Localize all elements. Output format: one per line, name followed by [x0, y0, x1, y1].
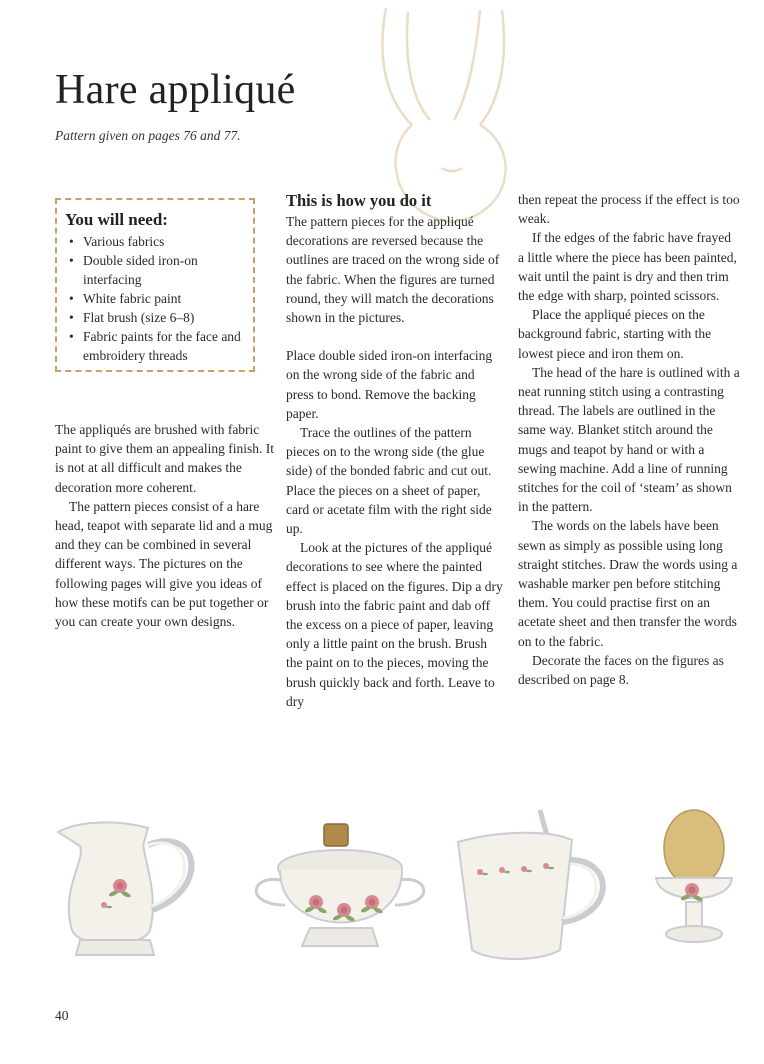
instruction-paragraph: Look at the pictures of the appliqué decorations to see where the painted effect is placed on the figures. Dip a dry brush into the fabric paint and dab off the excess on a piece of paper, leaving only a little paint on the brush. Brush the paint on to the pieces, moving the brush quickly back and forth. Leave to dry: [286, 540, 503, 709]
instruction-paragraph: The head of the hare is outlined with a neat running stitch using a contrasting thread. The labels are outlined in the same way. Blanket stitch around the mugs and teapot by hand or with a sewing machine. Add a line of running stitches for the coil of ‘steam’ as shown in the pattern.: [518, 364, 740, 515]
materials-item: • Fabric paints for the face and embroidery threads: [65, 327, 247, 365]
intro-column: [55, 420, 277, 631]
egg-cup-icon: [656, 810, 732, 942]
materials-box: [55, 198, 255, 372]
page-title: Hare appliqué: [55, 67, 296, 113]
china-illustration: [40, 790, 740, 980]
pattern-reference: Pattern given on pages 76 and 77.: [55, 128, 241, 143]
jug-icon: [58, 822, 191, 955]
materials-item: • Double sided iron-on interfacing: [65, 251, 247, 289]
mug-icon: [458, 810, 603, 959]
materials-list: [65, 232, 247, 365]
intro-paragraph: The appliqués are brushed with fabric paint to give them an appealing finish. It is not at all difficult and makes the decoration more coherent.: [55, 422, 274, 495]
materials-item: • Flat brush (size 6–8): [65, 308, 247, 327]
instruction-paragraph: Place the appliqué pieces on the background fabric, starting with the lowest piece and iron them on.: [518, 307, 712, 361]
instruction-paragraph: Trace the outlines of the pattern pieces on to the wrong side (the glue side) of the bonded fabric and cut out. Place the pieces on a sheet of paper, card or acetate film with the right side up.: [286, 425, 492, 537]
sugar-bowl-icon: [256, 824, 424, 946]
instructions-column-1: [286, 190, 504, 711]
instruction-paragraph: Place double sided iron-on interfacing on the wrong side of the fabric and press to bond. Remove the backing paper.: [286, 348, 493, 421]
instruction-paragraph: then repeat the process if the effect is too weak.: [518, 192, 740, 227]
materials-item: • White fabric paint: [65, 289, 247, 308]
instruction-paragraph: Decorate the faces on the figures as described on page 8.: [518, 652, 724, 688]
page-number: 40: [55, 1008, 69, 1023]
instruction-paragraph: The pattern pieces for the appliqué decorations are reversed because the outlines are traced on the wrong side of the fabric. When the figures are turned round, they will match the decorations shown in the pictures.: [286, 214, 500, 326]
intro-paragraph: The pattern pieces consist of a hare head, teapot with separate lid and a mug and they can be combined in several different ways. The pictures on the following pages will give you ideas of how these motifs can be put together or you can create your own designs.: [55, 498, 273, 630]
materials-title: You will need:: [65, 210, 168, 229]
instruction-paragraph: The words on the labels have been sewn as simply as possible using long straight stitches. Draw the words using a washable marker pen before stitching them. You could practise first on an acetate sheet and then transfer the words on to the fabric.: [518, 518, 738, 649]
instruction-paragraph: If the edges of the fabric have frayed a little where the piece has been painted, wait until the paint is dry and then trim the edge with sharp, pointed scissors.: [518, 230, 737, 304]
materials-item: • Various fabrics: [65, 232, 247, 251]
section-heading: This is how you do it: [286, 191, 432, 210]
instructions-column-2: [518, 190, 740, 689]
